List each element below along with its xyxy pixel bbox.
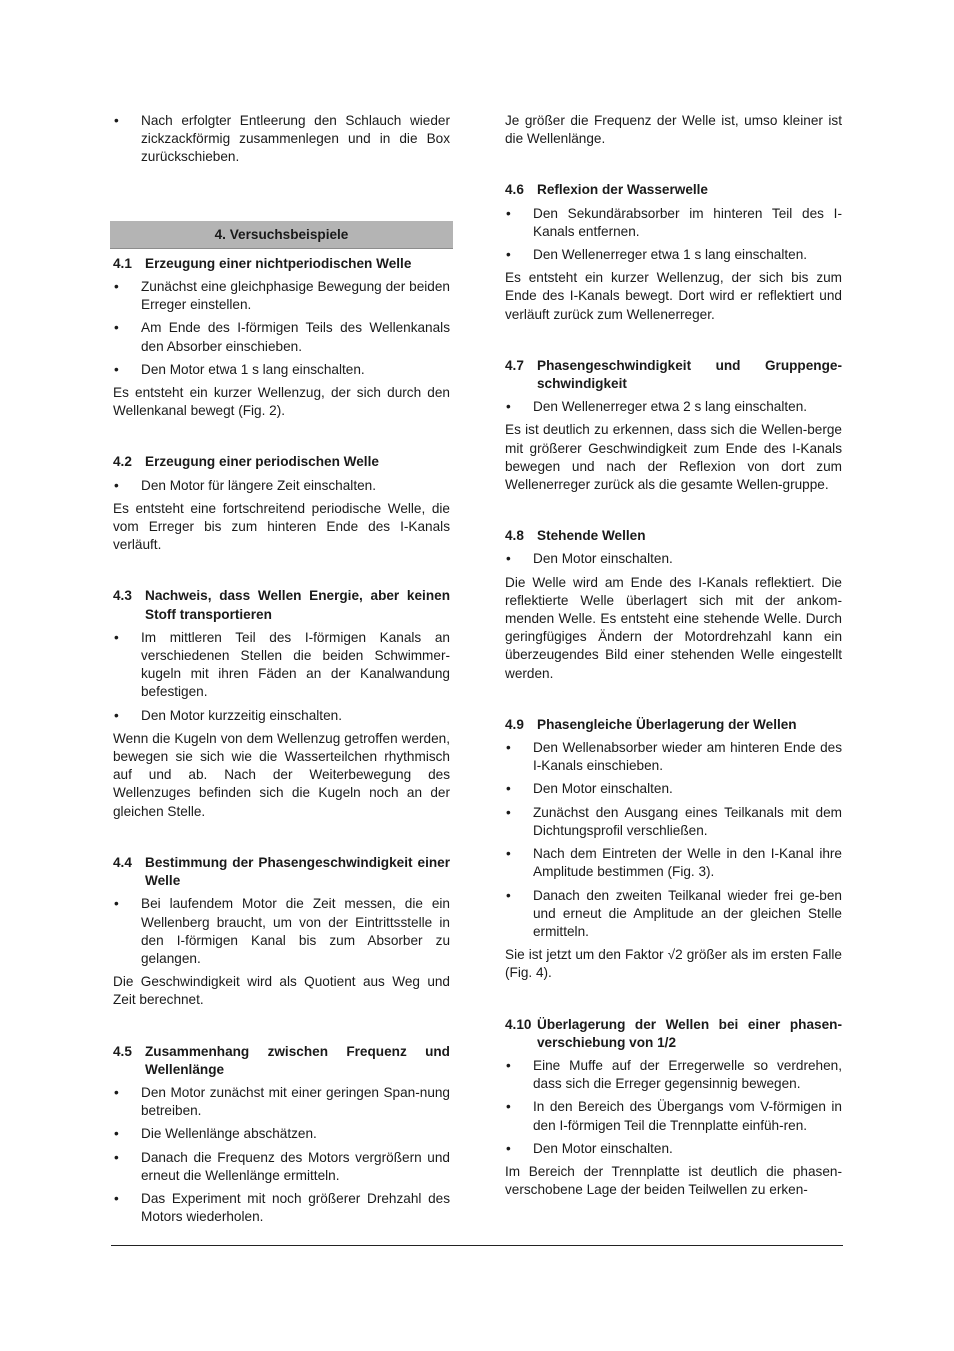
section-heading: 4.6 Reflexion der Wasserwelle [505,182,708,198]
list-item: • Danach den zweiten Teilkanal wieder frei ge-ben und erneut die Amplitude an der gleichen Stelle ermitteln. [505,887,842,942]
bullet-list [113,1084,450,1226]
section-heading: 4.7 Phasengeschwindigkeit und Gruppenge-schwindigkeit [505,357,842,392]
paragraph: Die Geschwindigkeit wird als Quotient aus Weg und Zeit berechnet. [113,974,450,1008]
list-item: • Den Motor etwa 1 s lang einschalten. [113,361,450,379]
list-item: • Bei laufendem Motor die Zeit messen, die ein Wellenberg braucht, um von der Eintrittsstelle in den I-förmigen Kanal bis zum Absorber zu gelangen. [113,895,450,968]
paragraph: Je größer die Frequenz der Welle ist, umso kleiner ist die Wellenlänge. [505,113,842,147]
bullet-list [505,739,842,941]
paragraph: Es ist deutlich zu erkennen, dass sich die Wellen-berge mit größerer Geschwindigkeit zum Ende des I-Kanals bewegen und nach der Reflexion von dort zum Wellenerreger zurück als die gesamte Wellen-gruppe. [505,422,842,493]
list-item: • In den Bereich des Übergangs vom V-förmigen in den I-förmigen Teil die Trennplatte einfüh-ren. [505,1098,842,1134]
list-item: • Den Sekundärabsorber im hinteren Teil des I-Kanals entfernen. [505,205,842,241]
paragraph: Sie ist jetzt um den Faktor √2 größer als im ersten Falle (Fig. 4). [505,947,842,981]
chapter-title: 4. Versuchsbeispiele [110,221,453,249]
list-item: • Den Motor einschalten. [505,550,842,568]
list-item: • Zunächst den Ausgang eines Teilkanals mit dem Dichtungsprofil verschließen. [505,804,842,840]
section-heading: 4.2 Erzeugung einer periodischen Welle [113,454,379,470]
list-item: • Nach erfolgter Entleerung den Schlauch wieder zickzackförmig zusammenlegen und in die Box zurückschieben. [113,112,450,167]
list-item: • Den Motor zunächst mit einer geringen Span-nung betreiben. [113,1084,450,1120]
list-item: • Danach die Frequenz des Motors vergrößern und erneut die Wellenlänge ermitteln. [113,1149,450,1185]
intro-list [113,112,450,167]
section-heading: 4.5 Zusammenhang zwischen Frequenz und Wellenlänge [113,1043,450,1077]
list-item: • Den Wellenerreger etwa 2 s lang einschalten. [505,398,842,416]
section-heading: 4.1 Erzeugung einer nichtperiodischen Welle [113,255,412,271]
list-item: • Den Motor einschalten. [505,1140,842,1158]
paragraph: Es entsteht ein kurzer Wellenzug, der sich durch den Wellenkanal bewegt (Fig. 2). [113,385,450,419]
list-item: • Nach dem Eintreten der Welle in den I-Kanal ihre Amplitude bestimmen (Fig. 3). [505,845,842,881]
bullet-list [505,398,842,416]
right-column [505,112,842,1204]
list-item: • Zunächst eine gleichphasige Bewegung der beiden Erreger einstellen. [113,278,450,314]
list-item: • Den Wellenabsorber wieder am hinteren Ende des I-Kanals einschieben. [505,739,842,775]
paragraph: Es entsteht eine fortschreitend periodische Welle, die vom Erreger bis zum hinteren Ende des I-Kanals verläuft. [113,500,450,553]
bullet-list [505,205,842,265]
list-item: • Eine Muffe auf der Erregerwelle so verdrehen, dass sich die Erreger gegensinnig bewegen. [505,1057,842,1093]
list-item: • Am Ende des I-förmigen Teils des Wellenkanals den Absorber einschieben. [113,319,450,355]
list-item: • Die Wellenlänge abschätzen. [113,1125,450,1143]
section-heading: 4.4 Bestimmung der Phasengeschwindigkeit einer Welle [113,854,450,889]
paragraph: Im Bereich der Trennplatte ist deutlich die phasen-verschobene Lage der beiden Teilwellen zu erken- [505,1163,842,1198]
list-item: • Den Motor für längere Zeit einschalten. [113,477,450,495]
bullet-list [113,629,450,725]
list-item: • Das Experiment mit noch größerer Drehzahl des Motors wiederholen. [113,1190,450,1226]
section-heading: 4.3 Nachweis, dass Wellen Energie, aber keinen Stoff transportieren [113,588,450,622]
footer-rule [111,1245,843,1246]
paragraph: Wenn die Kugeln von dem Wellenzug getroffen werden, bewegen sie sich wie die Wasserteilchen rhythmisch auf und ab. Nach der Weiterbewegung des Wellenzuges befinden sich die Kugeln noch an der gleichen Stelle. [113,730,450,819]
paragraph: Die Welle wird am Ende des I-Kanals reflektiert. Die reflektierte Welle überlagert sich mit der ankom-menden Welle. Es entsteht eine stehende Welle. Durch geringfügiges Ändern der Motordrehzahl kann ein überzeugendes Bild einer stehenden Welle eingestellt werden. [505,574,842,681]
list-item: • Den Motor einschalten. [505,780,842,798]
bullet-list [505,1057,842,1158]
section-heading: 4.9 Phasengleiche Überlagerung der Wellen [505,716,797,732]
bullet-list [113,278,450,379]
list-item: • Den Wellenerreger etwa 1 s lang einschalten. [505,246,842,264]
list-item: • Im mittleren Teil des I-förmigen Kanals an verschiedenen Stellen die beiden Schwimmer-kugeln mit ihren Fäden an der Kanalwandung befestigen. [113,629,450,702]
bullet-list [113,477,450,495]
bullet-list [505,550,842,568]
list-item: • Den Motor kurzzeitig einschalten. [113,707,450,725]
bullet-list [113,895,450,968]
paragraph: Es entsteht ein kurzer Wellenzug, der sich bis zum Ende des I-Kanals bewegt. Dort wird er reflektiert und verläuft zurück zum Wellenerreger. [505,270,842,322]
left-column [113,112,450,1231]
section-heading: 4.10 Überlagerung der Wellen bei einer phasen-verschiebung von 1/2 [505,1016,842,1050]
section-heading: 4.8 Stehende Wellen [505,528,646,544]
